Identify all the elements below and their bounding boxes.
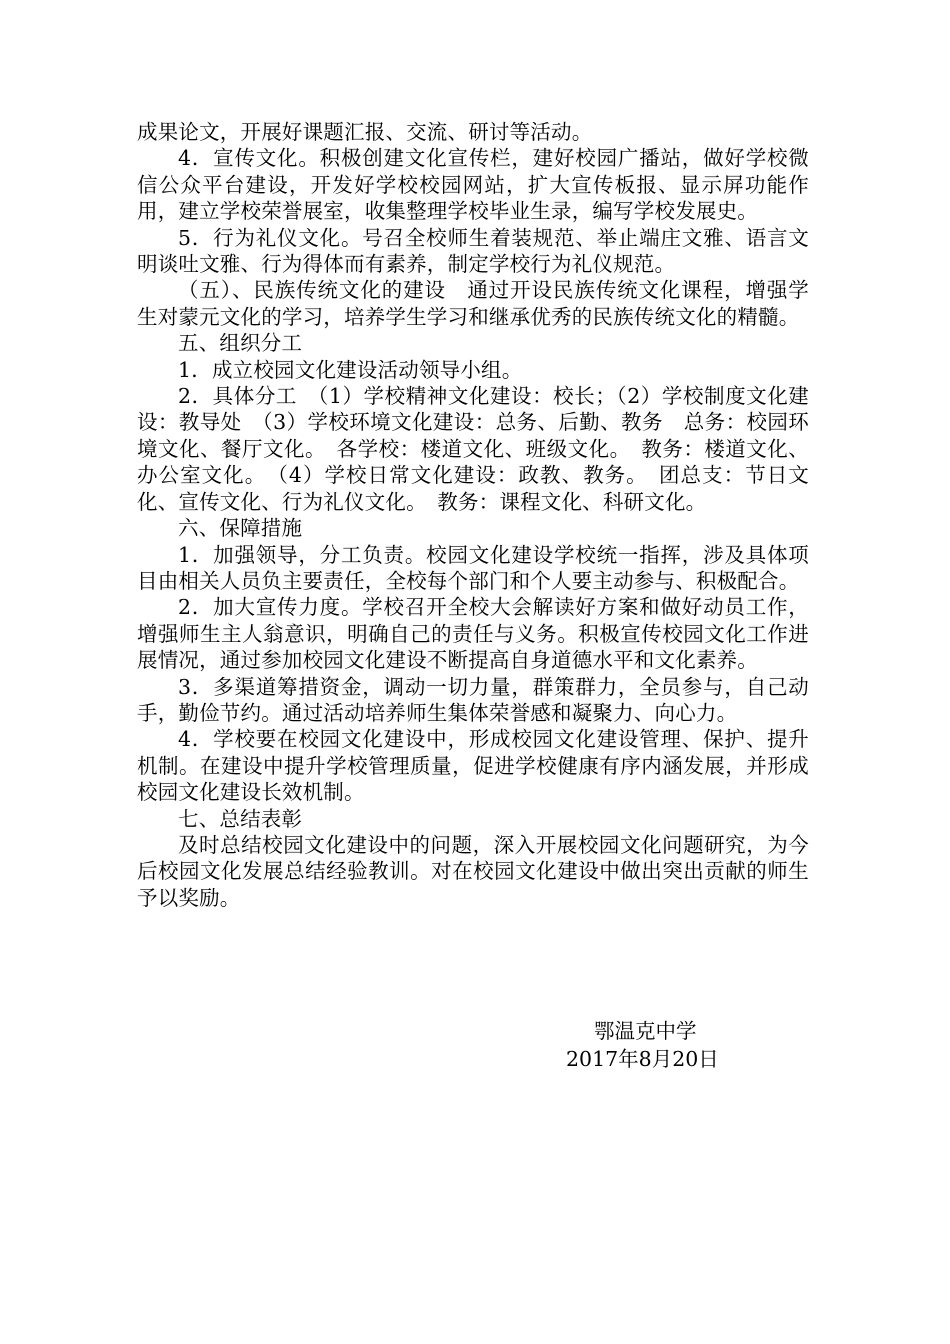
signature-organization: 鄂温克中学	[594, 1019, 697, 1043]
paragraph-funding: 3．多渠道筹措资金，调动一切力量，群策群力，全员参与，自己动手，勤俭节约。通过活动培养师生集体荣誉感和凝聚力、向心力。	[137, 674, 809, 725]
paragraph-continuation: 成果论文，开展好课题汇报、交流、研讨等活动。	[137, 120, 593, 144]
paragraph-summary: 及时总结校园文化建设中的问题，深入开展校园文化问题研究，为今后校园文化发展总结经验教训。对在校园文化建设中做出突出贡献的师生予以奖励。	[137, 832, 809, 910]
paragraph-publicity-culture: 4．宣传文化。积极创建文化宣传栏，建好校园广播站，做好学校微信公众平台建设，开发好学校校园网站，扩大宣传板报、显示屏功能作用，建立学校荣誉展室，收集整理学校毕业生录，编写学校发展史。	[137, 146, 809, 224]
paragraph-publicity-effort: 2．加大宣传力度。学校召开全校大会解读好方案和做好动员工作，增强师生主人翁意识，明确自己的责任与义务。积极宣传校园文化工作进展情况，通过参加校园文化建设不断提高自身道德水平和文化素养。	[137, 595, 809, 673]
paragraph-leading-group: 1．成立校园文化建设活动领导小组。	[178, 357, 523, 382]
section-heading-summary: 七、总结表彰	[178, 806, 303, 831]
paragraph-mechanism: 4．学校要在校园文化建设中，形成校园文化建设管理、保护、提升机制。在建设中提升学校管理质量，促进学校健康有序内涵发展，并形成校园文化建设长效机制。	[137, 727, 809, 805]
signature-date: 2017年8月20日	[566, 1047, 719, 1071]
paragraph-division-of-work: 2．具体分工 （1）学校精神文化建设：校长；（2）学校制度文化建设：教导处 （3）学校环境文化建设：总务、后勤、教务 总务：校园环境文化、餐厅文化。 各学校：楼道文化、班级文化。 教务：楼道文化、办公室文化。 （4）学校日常文化建设：政教、教务。 团总支：节日文化、宣传文化、行为礼仪文化。 教务：课程文化、科研文化。	[137, 384, 809, 514]
paragraph-leadership: 1．加强领导，分工负责。校园文化建设学校统一指挥，涉及具体项目由相关人员负主要责任，全校每个部门和个人要主动参与、积极配合。	[137, 542, 809, 593]
section-heading-organization: 五、组织分工	[178, 331, 303, 356]
paragraph-ethnic-culture: （五）、民族传统文化的建设 通过开设民族传统文化课程，增强学生对蒙元文化的学习，培养学生学习和继承优秀的民族传统文化的精髓。	[137, 278, 809, 329]
section-heading-safeguards: 六、保障措施	[178, 516, 303, 541]
document-body	[137, 119, 809, 911]
paragraph-etiquette-culture: 5．行为礼仪文化。号召全校师生着装规范、举止端庄文雅、语言文明谈吐文雅、行为得体而有素养，制定学校行为礼仪规范。	[137, 225, 809, 277]
